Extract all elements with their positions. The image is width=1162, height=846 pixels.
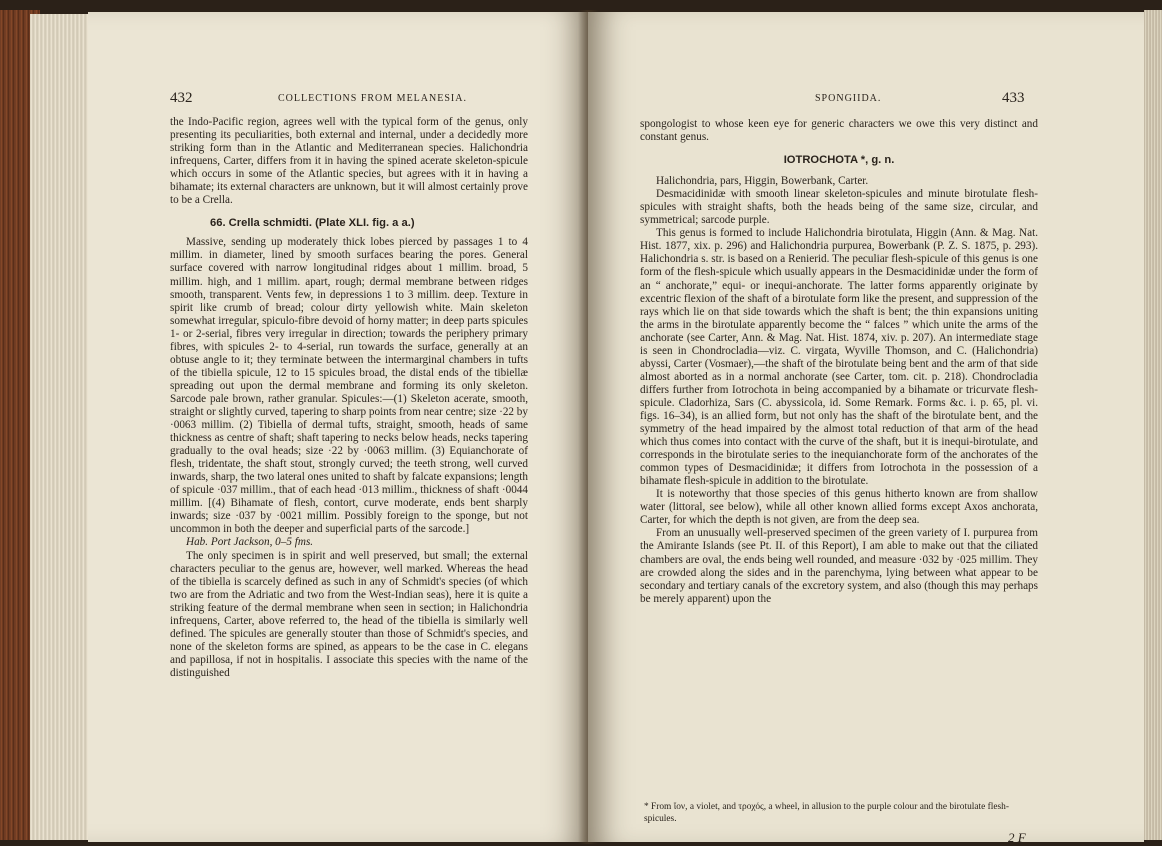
running-head-right: SPONGIIDA. xyxy=(815,93,882,104)
footnote: * From ἴον, a violet, and τροχός, a wheel, in allusion to the purple colour and the birotulate flesh-spicules. xyxy=(644,802,1009,824)
paragraph-definition: Desmacidinidæ with smooth linear skeleton-spicules and minute birotulate flesh-spicules with straight shafts, both the heads being of the same size, circular, and symmetrical; sarcode purple. xyxy=(640,188,1038,227)
page-stack-left xyxy=(30,14,90,840)
paragraph-depth: It is noteworthy that those species of this genus hitherto known are from shallow water (littoral, see below), while all other known allied forms except Axos anchorata, Carter, for which the depth is not given, are from the deep sea. xyxy=(640,488,1038,527)
page-stack-right xyxy=(1144,10,1162,840)
genus-heading: IOTROCHOTA *, g. n. xyxy=(783,154,895,167)
species-heading: 66. Crella schmidti. (Plate XLI. fig. a a.) xyxy=(210,217,415,230)
paragraph-description: Massive, sending up moderately thick lobes pierced by passages 1 to 4 millim. in diameter, lined by smooth surfaces bearing the pores. General surface covered with narrow longitudinal ridges about 1 millim. broad, 5 millim. high, and 1 millim. apart, rough; dermal membrane between ridges smooth, transparent. Vents few, in depressions 1 to 3 millim. deep. Texture in spirit like crumb of bread; colour dirty yellowish white. Main skeleton somewhat irregular, spiculo-fibre devoid of horny matter; in deep parts spicules 1- or 2-serial, fibres very irregular in direction; towards the periphery primary fibres, with spicules 2- to 4-serial, run towards the surface, generally at an obtuse angle to it; they terminate between the intermarginal chambers in tufts of the tibiella spicule, 12 to 15 spicules broad, the distal ends of the tibiellæ spreading out upon the dermal membrane and forming its only skeleton. Sarcode pale brown, rather granular. Spicules:—(1) Skeleton acerate, smooth, straight or slightly curved, tapering to sharp points from near centre; size ·22 by ·0063 millim. (2) Tibiella of dermal tufts, straight, smooth, heads of same thickness as centre of shaft; shaft tapering to necks below heads, necks tapering gradually to the oval heads; size ·22 by ·0063 millim. (3) Equianchorate of flesh, tridentate, the shaft stout, strongly curved; the teeth strong, well curved inwards, sharp, the two lateral ones united to shaft by falcate expansions; length of spicule ·037 millim., that of each head ·013 millim., thickness of shaft ·0044 millim. [(4) Bihamate of flesh, contort, curve moderate, ends bent sharply inwards; size ·037 by ·0021 millim. Possibly foreign to the sponge, but not uncommon in both the deeper and superficial parts of the sarcode.] xyxy=(170,236,528,536)
running-head-left: COLLECTIONS FROM MELANESIA. xyxy=(278,93,467,104)
left-page-header xyxy=(170,90,530,107)
left-page xyxy=(88,12,588,842)
left-page-body xyxy=(170,116,528,680)
paragraph-genus: This genus is formed to include Halichondria birotulata, Higgin (Ann. & Mag. Nat. Hist. 1877, xix. p. 296) and Halichondria purpurea, Bowerbank (P. Z. S. 1875, p. 293). Halichondria s. str. is based on a Renierid. The peculiar flesh-spicule of this genus is one form of the flesh-spicule which usually appears in the Desmacidinidæ under the form of an “ anchorate,” equi- or inequi-anchorate. The latter forms apparently originate by excentric flexion of the shaft of a birotulate form like the present, and suppression of the rays which lie on that side towards which the shaft is bent; the thin expansions uniting the arms in the birotulate apparently become the “ falces ” which unite the arms of the anchorate (see Carter, Ann. & Mag. Nat. Hist. 1874, xiv. p. 207). An intermediate stage is seen in Chondrocladia—viz. C. virgata, Wyville Thomson, and C. (Halichondria) abyssi, Carter (Vosmaer),—the shaft of the birotulate being bent and the arm of that side almost aborted as in a normal anchorate (see Carter, tom. cit. p. 218). Chondrocladia differs further from Iotrochota in being accompanied by a bihamate or tricurvate flesh-spicule. Cladorhiza, Sars (C. abyssicola, id. Some Remark. Forms &c. i. p. 65, pl. vi. figs. 16–34), is an allied form, but not only has the shaft of the birotulate bent, and the symmetry of the head impaired by the almost total reduction of that arm of the head which thus comes into contact with the curve of the shaft, but it is inequi-birotulate, and corresponds in the birotulate series to the inequianchorate form of the anchorates of the common types of Desmacidinidæ; it differs from Iotrochota in the possession of a bihamate flesh-spicule in addition to the birotulate. xyxy=(640,227,1038,488)
habitat-line: Hab. Port Jackson, 0–5 fms. xyxy=(186,536,314,549)
page-number-right: 433 xyxy=(1002,90,1025,106)
page-number-left: 432 xyxy=(170,90,193,106)
right-page xyxy=(588,12,1144,845)
synonymy-line: Halichondria, pars, Higgin, Bowerbank, Carter. xyxy=(656,175,869,188)
signature-mark: 2 F xyxy=(1008,830,1026,845)
right-page-body xyxy=(640,118,1038,606)
paragraph-remarks: The only specimen is in spirit and well preserved, but small; the external characters peculiar to the genus are, however, well marked. Whereas the head of the tibiella is scarcely defined as such in any of Schmidt's species (of which two are from the Adriatic and two from the West-Indian seas), here it is quite a striking feature of the dermal membrane when seen in section; in Halichondria infrequens, Carter, above referred to, the head of the tibiella is similarly well defined. The spicules are generally stouter than those of Schmidt's species, and none of the skeleton forms are spined, as appears to be the case in C. elegans and papillosa, if not in hospitalis. I associate this species with the name of the distinguished xyxy=(170,549,528,679)
paragraph-specimen: From an unusually well-preserved specimen of the green variety of I. purpurea from the Amirante Islands (see Pt. II. of this Report), I am able to make out that the ciliated chambers are oval, the ends being well rounded, and measure ·032 by ·025 millim. They are crowded along the sides and in the parenchyma, lying between what appear to be secondary and tertiary canals of the excretory system, and also (though this may perhaps be merely apparent) upon the xyxy=(640,527,1038,605)
paragraph-intro-left: the Indo-Pacific region, agrees well with the typical form of the genus, only presenting its peculiarities, both external and internal, under a decidedly more striking form than in the Atlantic and Mediterranean species. Halichondria infrequens, Carter, differs from it in having the spined acerate skeleton-spicule which occurs in some of the Atlantic species, but agrees with it in having a bihamate; its external characters are unknown, but it will almost certainly prove to be a Crella. xyxy=(170,116,528,207)
paragraph-intro-right: spongologist to whose keen eye for generic characters we owe this very distinct and constant genus. xyxy=(640,118,1038,144)
